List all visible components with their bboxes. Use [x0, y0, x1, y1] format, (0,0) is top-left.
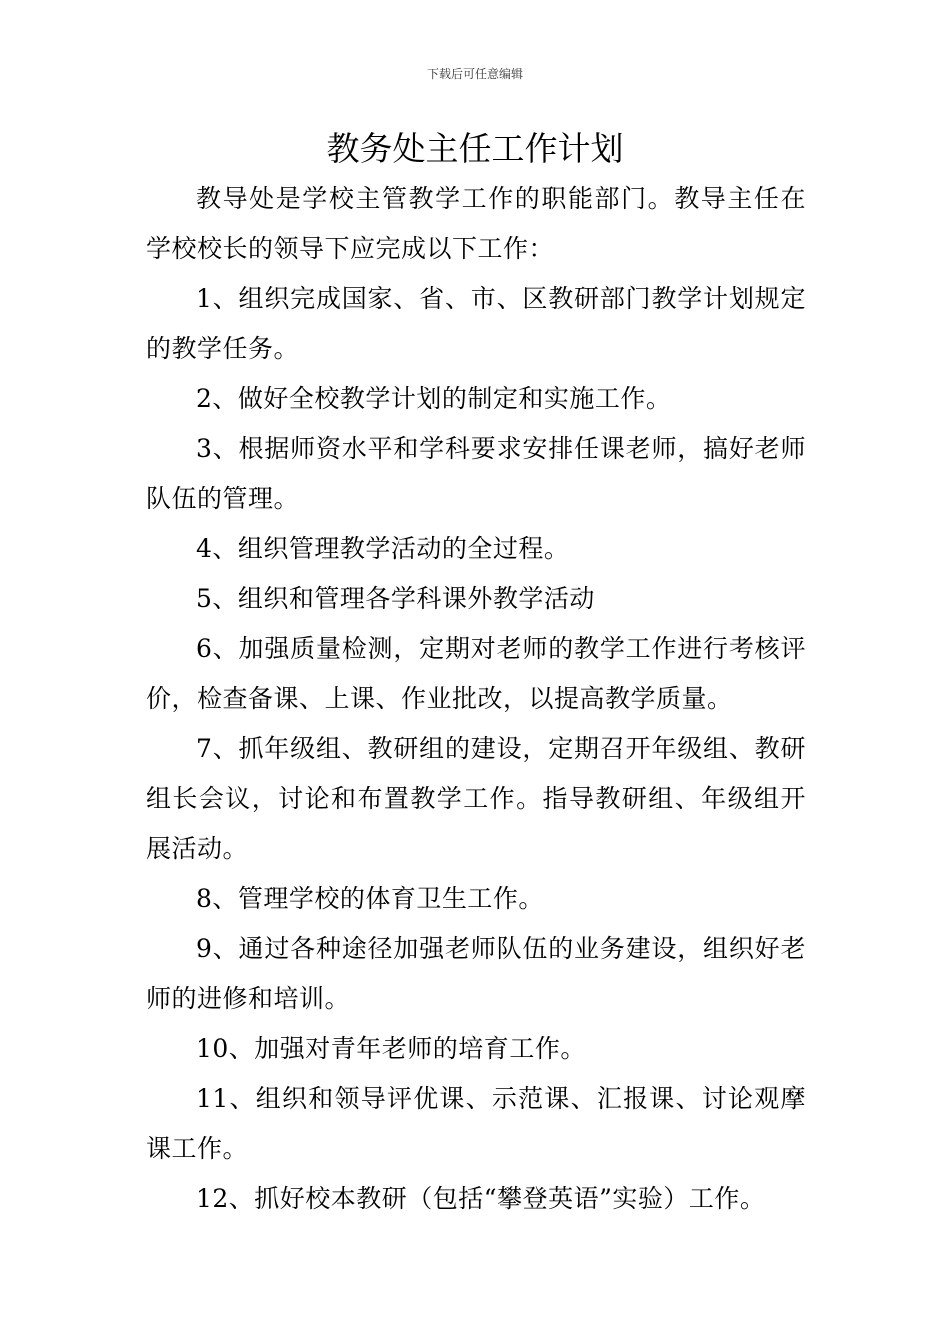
paragraph-item-9: 9、通过各种途径加强老师队伍的业务建设，组织好老师的进修和培训。: [146, 934, 806, 1013]
paragraph-item-7: 7、抓年级组、教研组的建设，定期召开年级组、教研组长会议，讨论和布置教学工作。指导教研组、年级组开展活动。: [146, 734, 806, 863]
page-title: 教务处主任工作计划: [326, 129, 624, 168]
header-note: 下载后可任意编辑: [426, 67, 523, 81]
paragraph-item-4: 4、组织管理教学活动的全过程。: [196, 534, 570, 563]
paragraph-item-11: 11、组织和领导评优课、示范课、汇报课、讨论观摩课工作。: [146, 1084, 806, 1163]
paragraph-item-12: 12、抓好校本教研（包括“攀登英语”实验）工作。: [196, 1184, 766, 1213]
paragraph-item-10: 10、加强对青年老师的培育工作。: [196, 1034, 586, 1063]
paragraph-item-5: 5、组织和管理各学科课外教学活动: [196, 584, 595, 613]
paragraph-item-6: 6、加强质量检测，定期对老师的教学工作进行考核评价，检查备课、上课、作业批改，以提高教学质量。: [146, 634, 806, 713]
document-body: [146, 174, 806, 1224]
paragraph-item-8: 8、管理学校的体育卫生工作。: [196, 884, 544, 913]
paragraph-intro: 教导处是学校主管教学工作的职能部门。教导主任在学校校长的领导下应完成以下工作：: [146, 184, 806, 263]
paragraph-item-3: 3、根据师资水平和学科要求安排任课老师，搞好老师队伍的管理。: [146, 434, 806, 513]
paragraph-item-2: 2、做好全校教学计划的制定和实施工作。: [196, 384, 672, 413]
paragraph-item-1: 1、组织完成国家、省、市、区教研部门教学计划规定的教学任务。: [146, 284, 806, 363]
